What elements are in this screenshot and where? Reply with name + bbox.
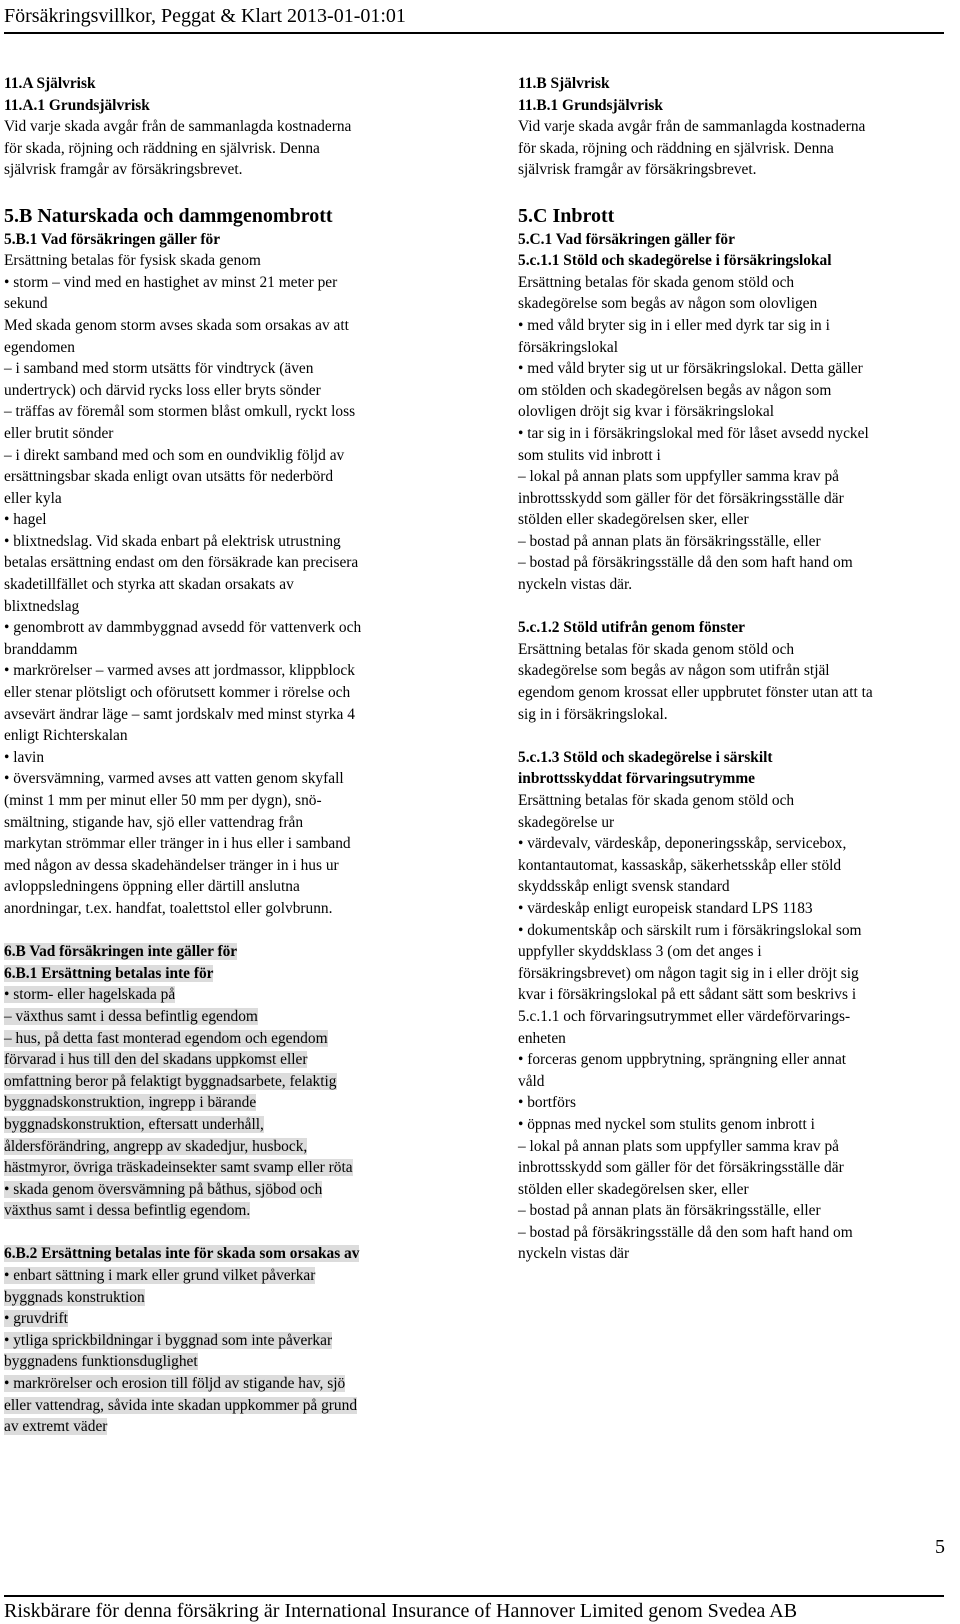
heading-5c13: 5.c.1.3 Stöld och skadegörelse i särskilt	[518, 748, 773, 766]
text-line: Ersättning betalas för skada genom stöld och	[518, 792, 795, 809]
section-5c12	[518, 617, 958, 725]
text-line: (minst 1 mm per minut eller 50 mm per dygn), snö-	[4, 792, 322, 809]
text-line: • genombrott av dammbyggnad avsedd för vattenverk och	[4, 619, 362, 637]
heading-6b: 6.B Vad försäkringen inte gäller för	[4, 943, 238, 961]
highlighted-text-line: • gruvdrift	[4, 1310, 68, 1328]
text-line: eller brutit sönder	[4, 424, 114, 442]
text-line: Ersättning betalas för skada genom stöld och	[518, 273, 795, 291]
text-line: egendom genom krossat eller uppbrutet fönster utan att ta	[518, 684, 873, 702]
highlighted-text-line: – hus, på detta fast monterad egendom och egendom	[4, 1029, 328, 1047]
text-line: som stulits vid inbrott i	[518, 446, 661, 464]
heading-5c-burglary: 5.C Inbrott	[518, 204, 615, 227]
text-line: sig in i försäkringslokal.	[518, 705, 668, 723]
highlighted-text-line: av extremt väder	[4, 1418, 108, 1436]
section-5b1	[4, 229, 444, 920]
text-line: kvar i försäkringslokal på ett sådant sätt som beskrivs i	[518, 986, 857, 1004]
heading-6b2: 6.B.2 Ersättning betalas inte för skada som orsakas av	[4, 1245, 360, 1263]
section-5c1	[518, 229, 958, 596]
highlighted-text-line: • markrörelser och erosion till följd av stigande hav, sjö	[4, 1375, 346, 1393]
heading-11a1: 11.A.1 Grundsjälvrisk	[4, 96, 150, 114]
text-line: kontantautomat, kassaskåp, säkerhetsskåp eller stöld	[518, 856, 842, 874]
text-line: 5.c.1.1 och förvaringsutrymmet eller värdeförvarings-	[518, 1007, 851, 1025]
text-line: – lokal på annan plats som uppfyller samma krav på	[518, 468, 839, 486]
text-line: betalas ersättning endast om den försäkrade kan precisera	[4, 554, 359, 572]
text-line: • lavin	[4, 748, 45, 766]
text-line: olovligen dröjt sig kvar i försäkringslokal	[518, 403, 775, 421]
text-line: enheten	[518, 1029, 566, 1047]
text-line: med någon av dessa skadehändelser tränger in i hus ur	[4, 856, 339, 874]
heading-5c1: 5.C.1 Vad försäkringen gäller för	[518, 230, 735, 248]
text-line: försäkringslokal	[518, 338, 619, 356]
text-line: skyddsskåp enligt svensk standard	[518, 878, 730, 896]
spacer	[518, 596, 958, 618]
text-line: – träffas av föremål som stormen blåst omkull, ryckt loss	[4, 403, 356, 421]
highlighted-text-line: byggnadens funktionsduglighet	[4, 1353, 198, 1371]
spacer	[4, 181, 444, 203]
text-line: inbrottsskydd som gäller för det försäkringsställe där	[518, 489, 844, 507]
text-line: eller stenar plötsligt och oförutsett kommer i rörelse och	[4, 684, 351, 702]
text-line: branddamm	[4, 640, 78, 658]
text-line: – bostad på försäkringsställe då den som haft hand om	[518, 1223, 853, 1241]
text-line: egendomen	[4, 338, 75, 356]
text-line: nyckeln vistas där	[518, 1245, 630, 1263]
spacer	[518, 181, 958, 203]
text-line: • öppnas med nyckel som stulits genom inbrott i	[518, 1115, 815, 1133]
text-line: – bostad på annan plats än försäkringsställe, eller	[518, 1202, 821, 1220]
text-line: självrisk framgår av försäkringsbrevet.	[518, 161, 757, 179]
text-line: inbrottsskydd som gäller för det försäkringsställe där	[518, 1159, 844, 1177]
section-6b2	[4, 1243, 444, 1437]
text-line: Vid varje skada avgår från de sammanlagda kostnaderna	[518, 118, 866, 136]
text-line: • bortförs	[518, 1094, 576, 1112]
text-line: sekund	[4, 295, 48, 313]
heading-5c11: 5.c.1.1 Stöld och skadegörelse i försäkringslokal	[518, 252, 832, 270]
text-line: skadegörelse ur	[518, 813, 615, 831]
text-line: skadegörelse som begås av någon som olovligen	[518, 295, 818, 313]
text-line: undertryck) och därvid rycks loss eller bryts sönder	[4, 381, 321, 399]
text-line: • markrörelser – varmed avses att jordmassor, klippblock	[4, 662, 355, 680]
section-11b-self-risk	[518, 73, 958, 181]
highlighted-text-line: byggnadskonstruktion, eftersatt underhåll,	[4, 1115, 264, 1133]
text-line: uppfyller skyddsklass 3 (om det anges i	[518, 943, 762, 961]
highlighted-text-line: åldersförändring, angrepp av skadedjur, husbock,	[4, 1137, 308, 1155]
document-header	[4, 4, 944, 34]
text-line: – i direkt samband med och som en oundviklig följd av	[4, 446, 345, 464]
section-6b-exclusions	[4, 941, 444, 1222]
text-line: • värdevalv, värdeskåp, deponeringsskåp, servicebox,	[518, 835, 847, 853]
text-line: försäkringsbrevet) om någon tagit sig in i eller dröjt sig	[518, 964, 859, 982]
text-line: skadetillfället och styrka att skadan orsakats av	[4, 576, 294, 594]
right-column	[518, 73, 958, 1265]
text-line: stölden eller skadegörelsen sker, eller	[518, 511, 749, 529]
text-line: Vid varje skada avgår från de sammanlagda kostnaderna	[4, 118, 352, 136]
text-line: • hagel	[4, 511, 47, 529]
header-title: Försäkringsvillkor, Peggat & Klart 2013-01-01:01	[4, 5, 406, 27]
highlighted-text-line: byggnads konstruktion	[4, 1288, 145, 1306]
text-line: markytan strömmar eller tränger in i hus eller i samband	[4, 835, 351, 853]
text-line: våld	[518, 1072, 545, 1090]
text-line: – bostad på försäkringsställe då den som haft hand om	[518, 554, 853, 572]
text-line: om stölden och skadegörelsen begås av någon som	[518, 381, 832, 399]
text-line: nyckeln vistas där.	[518, 576, 633, 594]
heading-11a: 11.A Självrisk	[4, 75, 96, 92]
heading-5b-natural-damage: 5.B Naturskada och dammgenombrott	[4, 204, 333, 227]
text-line: • värdeskåp enligt europeisk standard LPS 1183	[518, 899, 813, 917]
text-line: självrisk framgår av försäkringsbrevet.	[4, 161, 243, 179]
text-line: – bostad på annan plats än försäkringsställe, eller	[518, 532, 821, 550]
text-line: anordningar, t.ex. handfat, toalettstol eller golvbrunn.	[4, 899, 333, 917]
highlighted-text-line: • skada genom översvämning på båthus, sjöbod och	[4, 1180, 323, 1198]
text-line: enligt Richterskalan	[4, 727, 128, 745]
text-line: • översvämning, varmed avses att vatten genom skyfall	[4, 770, 344, 788]
text-line: för skada, röjning och räddning en självrisk. Denna	[4, 139, 320, 157]
section-11a-self-risk	[4, 73, 444, 181]
text-line: skadegörelse som begås av någon som utifrån stjäl	[518, 662, 830, 680]
highlighted-text-line: – växthus samt i dessa befintlig egendom	[4, 1007, 258, 1025]
text-line: ersättningsbar skada enligt ovan utsätts för nederbörd	[4, 468, 334, 486]
heading-5c13-cont: inbrottsskyddat förvaringsutrymme	[518, 770, 755, 788]
text-line: Med skada genom storm avses skada som orsakas av att	[4, 316, 349, 334]
heading-5c12: 5.c.1.2 Stöld utifrån genom fönster	[518, 619, 745, 637]
highlighted-text-line: • storm- eller hagelskada på	[4, 986, 176, 1004]
heading-11b1: 11.B.1 Grundsjälvrisk	[518, 96, 663, 114]
text-line: för skada, röjning och räddning en självrisk. Denna	[518, 139, 834, 157]
highlighted-text-line: • ytliga sprickbildningar i byggnad som inte påverkar	[4, 1331, 333, 1349]
text-line: • storm – vind med en hastighet av minst 21 meter per	[4, 273, 338, 291]
footer-text: Riskbärare för denna försäkring är International Insurance of Hannover Limited genom Svedea AB	[4, 1600, 798, 1622]
spacer	[4, 920, 444, 942]
text-line: • med våld bryter sig ut ur försäkringslokal. Detta gäller	[518, 360, 863, 378]
page-number: 5	[935, 1536, 945, 1558]
document-footer	[4, 1595, 944, 1623]
section-5c13	[518, 747, 958, 1265]
text-line: – lokal på annan plats som uppfyller samma krav på	[518, 1137, 839, 1155]
text-line: smältning, stigande hav, sjö eller vattendrag från	[4, 813, 304, 831]
text-line: eller kyla	[4, 489, 62, 507]
highlighted-text-line: byggnadskonstruktion, ingrepp i bärande	[4, 1094, 257, 1112]
heading-11b: 11.B Självrisk	[518, 75, 610, 92]
highlighted-text-line: omfattning beror på felaktigt byggnadsarbete, felaktig	[4, 1072, 337, 1090]
text-line: Ersättning betalas för fysisk skada genom	[4, 252, 261, 270]
text-line: • tar sig in i försäkringslokal med för låset avsedd nyckel	[518, 424, 869, 442]
highlighted-text-line: förvarad i hus till den del skadans uppkomst eller	[4, 1051, 308, 1069]
spacer	[4, 1222, 444, 1244]
text-line: blixtnedslag	[4, 597, 80, 615]
text-line: – i samband med storm utsätts för vindtryck (även	[4, 360, 314, 378]
highlighted-text-line: växthus samt i dessa befintlig egendom.	[4, 1202, 251, 1220]
spacer	[518, 725, 958, 747]
text-line: stölden eller skadegörelsen sker, eller	[518, 1180, 749, 1198]
highlighted-text-line: eller vattendrag, såvida inte skadan uppkommer på grund	[4, 1396, 358, 1414]
heading-5b1: 5.B.1 Vad försäkringen gäller för	[4, 230, 221, 248]
highlighted-text-line: hästmyror, övriga träskadeinsekter samt svamp eller röta	[4, 1159, 353, 1177]
text-line: • forceras genom uppbrytning, sprängning eller annat	[518, 1051, 847, 1069]
text-line: • blixtnedslag. Vid skada enbart på elektrisk utrustning	[4, 532, 341, 550]
text-line: avloppsledningens öppning eller därtill anslutna	[4, 878, 300, 896]
text-line: Ersättning betalas för skada genom stöld och	[518, 640, 795, 658]
highlighted-text-line: • enbart sättning i mark eller grund vilket påverkar	[4, 1267, 316, 1285]
heading-6b1: 6.B.1 Ersättning betalas inte för	[4, 964, 214, 982]
text-line: • dokumentskåp och särskilt rum i försäkringslokal som	[518, 921, 862, 939]
text-line: avsevärt ändrar läge – samt jordskalv med minst styrka 4	[4, 705, 355, 723]
text-line: • med våld bryter sig in i eller med dyrk tar sig in i	[518, 316, 830, 334]
left-column	[4, 73, 444, 1438]
